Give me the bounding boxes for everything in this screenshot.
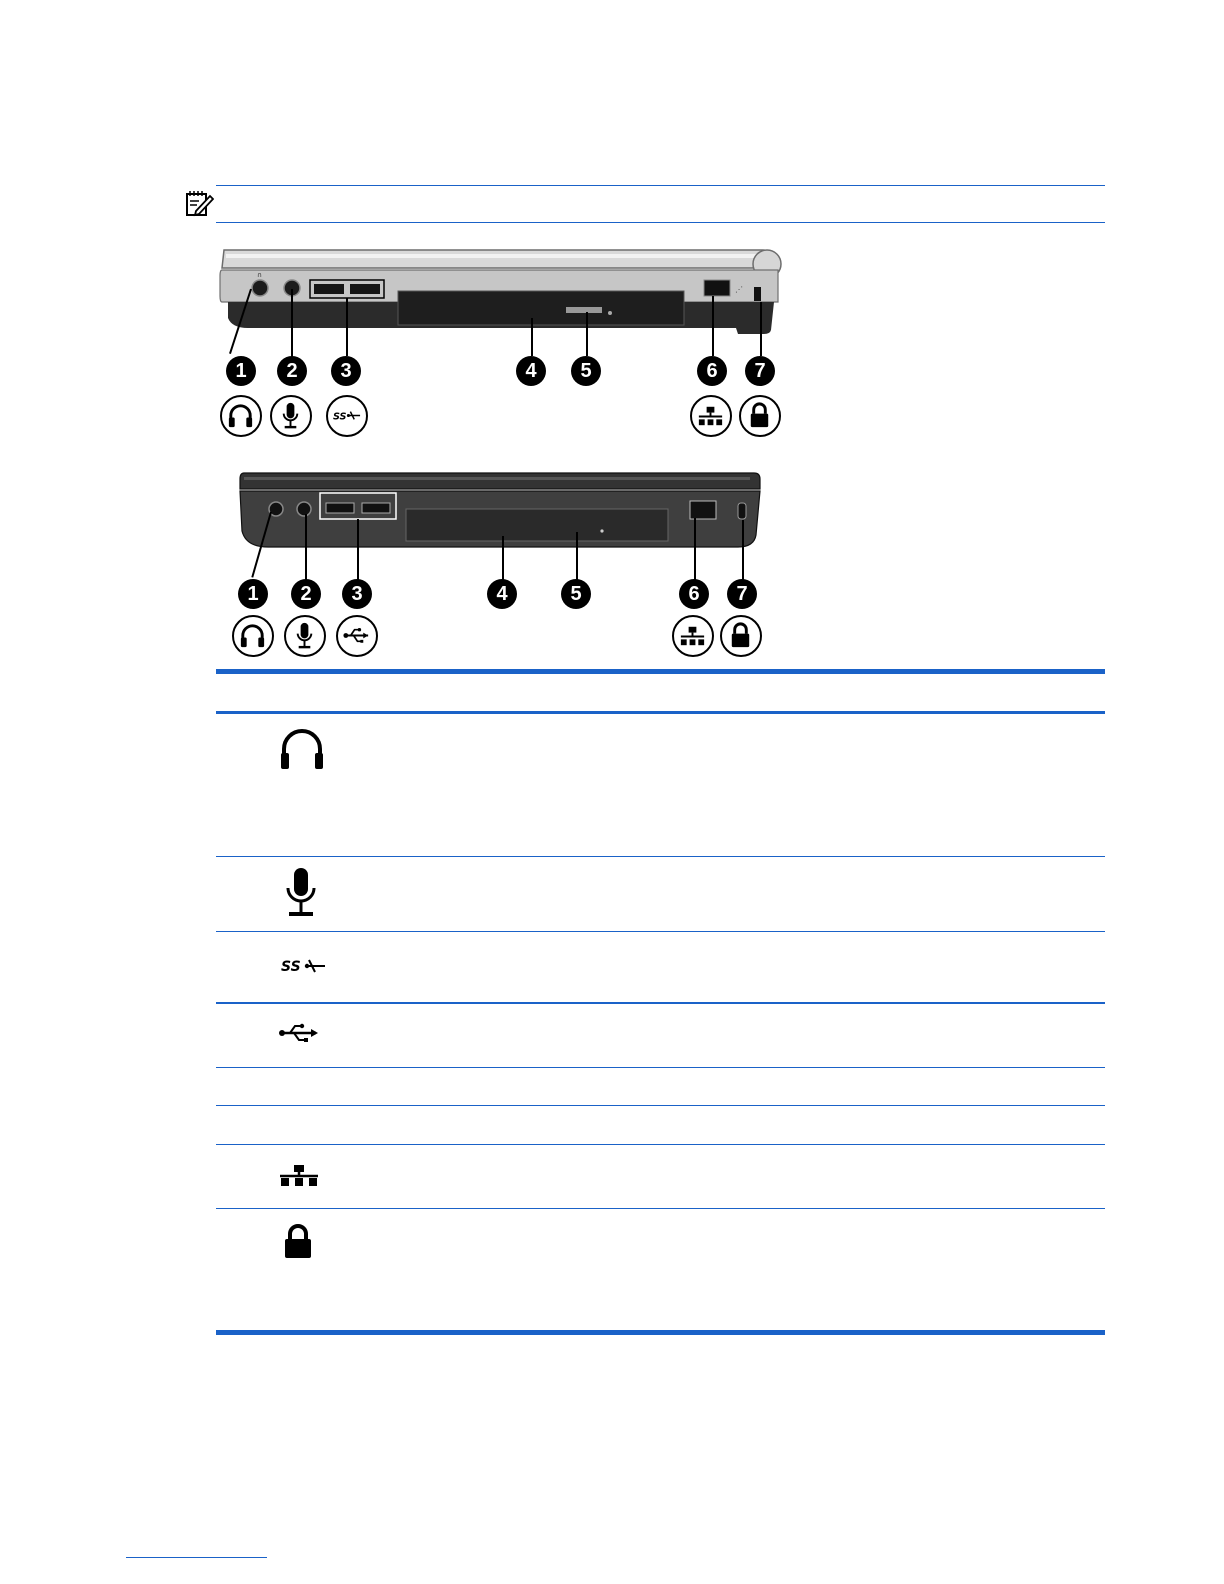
headphones-icon: [232, 615, 274, 657]
headphones-icon: [276, 727, 328, 776]
leader-line: [346, 298, 348, 356]
callout-number: 4: [487, 579, 517, 609]
network-icon: [690, 395, 732, 437]
callout-number: 7: [727, 579, 757, 609]
table-bottom-rule: [216, 1330, 1105, 1335]
callout-number: 2: [291, 579, 321, 609]
microphone-icon: [270, 395, 312, 437]
table-row-rule: [216, 931, 1105, 932]
note-top-rule: [216, 185, 1105, 186]
laptop-right-side-dark: [238, 469, 764, 553]
table-row-rule: [216, 1105, 1105, 1106]
leader-line: [531, 318, 533, 356]
svg-text:⋰: ⋰: [735, 285, 743, 294]
svg-text:∩: ∩: [257, 271, 263, 279]
callout-number: 3: [331, 356, 361, 386]
leader-line: [357, 519, 359, 580]
usb-icon: [336, 615, 378, 657]
leader-line: [305, 514, 307, 580]
leader-line: [576, 532, 578, 580]
note-bottom-rule: [216, 222, 1105, 223]
svg-text:SS: SS: [332, 411, 347, 423]
lock-icon: [739, 395, 781, 437]
laptop-right-side-silver: [218, 244, 784, 340]
callout-number: 2: [277, 356, 307, 386]
table-row-rule: [216, 1002, 1105, 1004]
leader-line: [760, 302, 762, 356]
leader-line: [712, 296, 714, 356]
leader-line: [502, 536, 504, 580]
network-icon: [278, 1164, 320, 1193]
callout-number: 5: [571, 356, 601, 386]
table-row-rule: [216, 1067, 1105, 1068]
lock-icon: [720, 615, 762, 657]
leader-line: [742, 520, 744, 580]
callout-number: 1: [238, 579, 268, 609]
leader-line: [694, 518, 696, 580]
svg-text:SS: SS: [281, 959, 301, 975]
usb-superspeed-icon: [326, 395, 368, 437]
table-row-rule: [216, 1208, 1105, 1209]
table-row-rule: [216, 856, 1105, 857]
callout-number: 6: [679, 579, 709, 609]
callout-number: 1: [226, 356, 256, 386]
note-pencil-icon: [184, 188, 214, 218]
headphones-icon: [220, 395, 262, 437]
leader-line: [586, 312, 588, 356]
table-row-rule: [216, 1144, 1105, 1145]
callout-number: 4: [516, 356, 546, 386]
callout-number: 5: [561, 579, 591, 609]
footer-rule: [126, 1557, 267, 1558]
leader-line: [291, 289, 293, 357]
microphone-icon: [283, 866, 319, 923]
callout-number: 3: [342, 579, 372, 609]
callout-number: 7: [745, 356, 775, 386]
callout-number: 6: [697, 356, 727, 386]
network-icon: [672, 615, 714, 657]
usb-icon: [278, 1022, 320, 1049]
table-top-rule: [216, 669, 1105, 674]
usb-superspeed-icon: [280, 955, 328, 982]
lock-icon: [283, 1224, 313, 1265]
table-header-rule: [216, 711, 1105, 714]
microphone-icon: [284, 615, 326, 657]
